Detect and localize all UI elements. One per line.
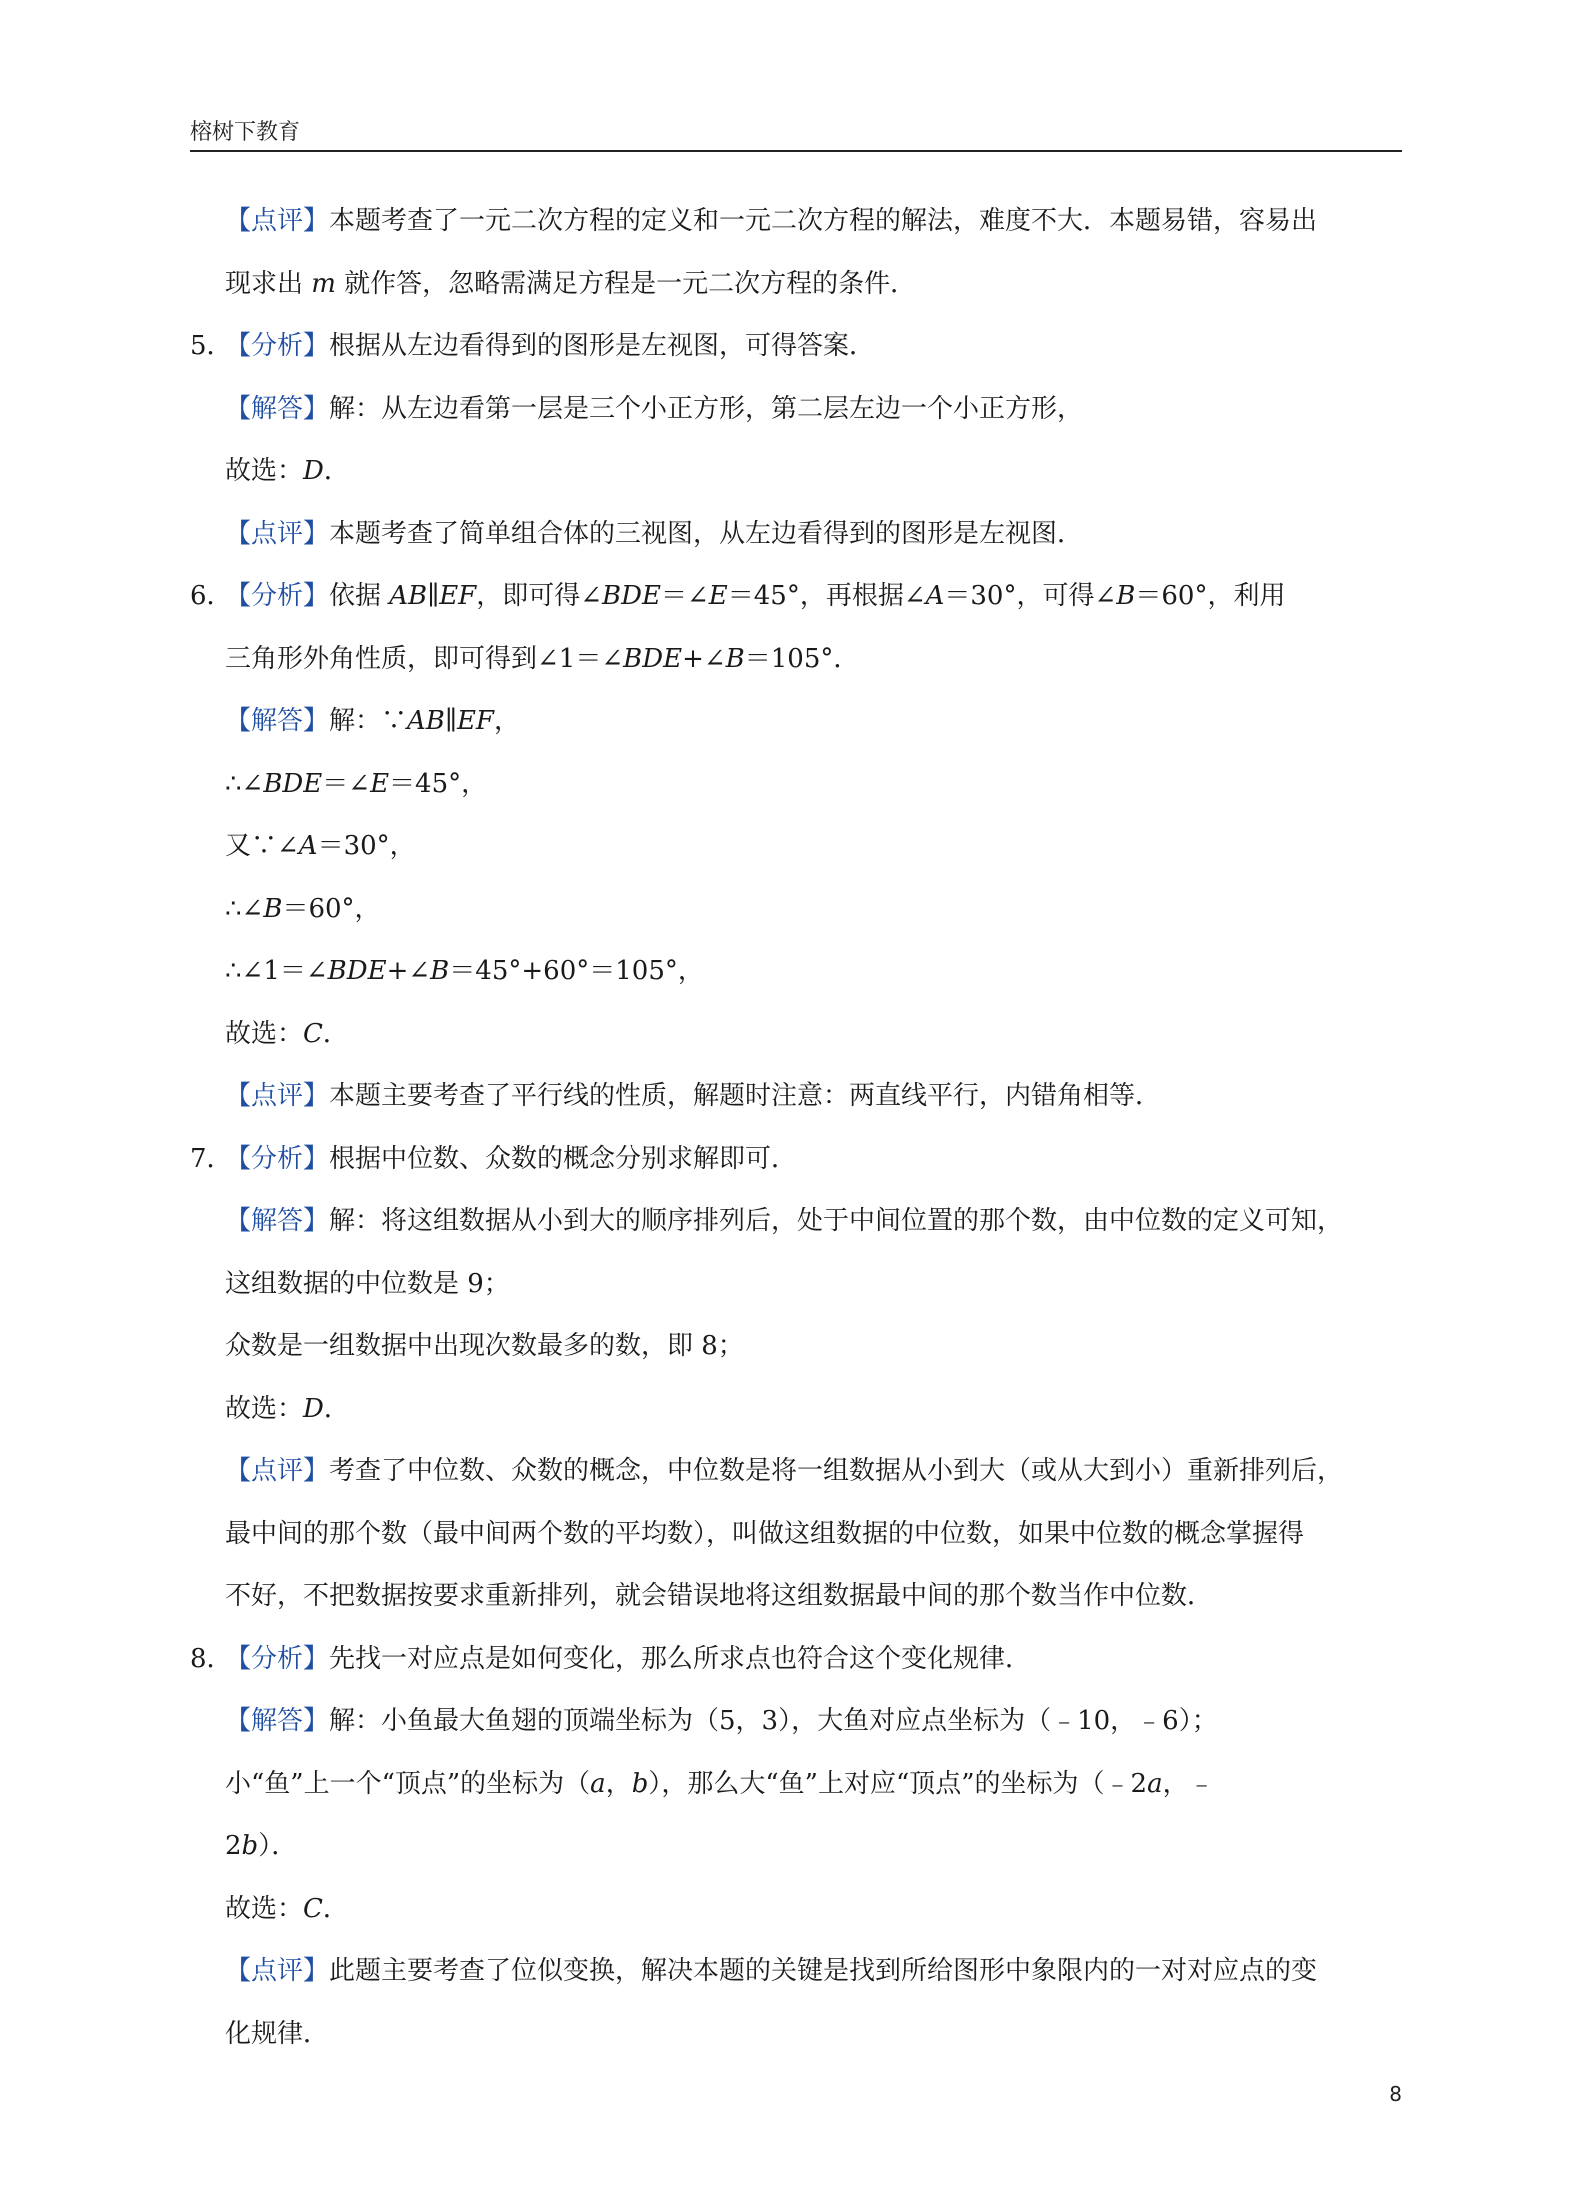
text-span: 根据中位数、众数的概念分别求解即可． xyxy=(329,1143,798,1174)
q7-answer-line-3 xyxy=(190,1315,1402,1378)
analysis-tag: 【分析】 xyxy=(225,331,330,361)
text-span: ＝∠ xyxy=(660,581,709,611)
text-span: ＝60°，利用 xyxy=(1135,581,1286,611)
text-span: D xyxy=(303,456,324,486)
text-span: EF xyxy=(456,706,494,736)
text-span: BDE xyxy=(602,581,661,611)
text-span: B xyxy=(263,893,283,924)
text-span: ，即可得∠ xyxy=(476,581,603,611)
q5-choice xyxy=(190,440,1402,503)
text-span: ＝30°，可得∠ xyxy=(944,581,1117,611)
text-span: 本题考查了一元二次方程的定义和一元二次方程的解法，难度不大．本题易错，容易出 xyxy=(329,206,1318,236)
text-span: 解：将这组数据从小到大的顺序排列后，处于中间位置的那个数，由中位数的定义可知， xyxy=(329,1206,1344,1236)
text-span: 最中间的那个数（最中间两个数的平均数），叫做这组数据的中位数，如果中位数的概念掌握得 xyxy=(225,1518,1305,1549)
q8-comment-line-1 xyxy=(190,1940,1402,2003)
text-span: 本题考查了简单组合体的三视图，从左边看得到的图形是左视图． xyxy=(329,518,1084,549)
text-span: 三角形外角性质，即可得到∠1＝∠ xyxy=(225,643,624,674)
text-span: 本题主要考查了平行线的性质，解题时注意：两直线平行，内错角相等． xyxy=(329,1081,1162,1111)
q5-analysis xyxy=(190,315,1402,378)
q8-answer-line-3 xyxy=(190,1815,1402,1878)
text-span: BDE xyxy=(327,956,387,986)
text-span: B xyxy=(430,956,450,986)
question-number: 5． xyxy=(190,331,233,361)
text-span: 又∵∠ xyxy=(225,831,299,861)
q7-answer-line-1 xyxy=(190,1190,1402,1253)
text-span: 小“鱼”上一个“顶点”的坐标为（ xyxy=(225,1768,591,1799)
text-span: 这组数据的中位数是 9； xyxy=(225,1268,510,1299)
text-span: 就作答，忽略需满足方程是一元二次方程的条件． xyxy=(335,268,917,299)
text-span: m xyxy=(311,268,336,299)
question-number: 6． xyxy=(190,581,233,611)
question-number: 8． xyxy=(190,1643,233,1674)
text-span: ∴∠ xyxy=(225,893,264,924)
q8-analysis xyxy=(190,1628,1402,1691)
text-span: C xyxy=(303,1018,323,1049)
q6-answer-step-2 xyxy=(190,753,1402,816)
q5-comment xyxy=(190,503,1402,566)
text-span: 2 xyxy=(225,1831,242,1861)
q6-answer-step-1 xyxy=(190,690,1402,753)
text-span: 考查了中位数、众数的概念，中位数是将一组数据从小到大（或从大到小）重新排列后， xyxy=(329,1456,1344,1486)
q7-choice xyxy=(190,1378,1402,1441)
analysis-tag: 【分析】 xyxy=(225,1143,330,1174)
q8-answer-line-2 xyxy=(190,1753,1402,1816)
text-span: D xyxy=(303,1393,324,1424)
text-span: a xyxy=(1147,1768,1163,1799)
q8-comment-line-2 xyxy=(190,2003,1402,2066)
q7-analysis xyxy=(190,1128,1402,1191)
comment-tag: 【点评】 xyxy=(225,1456,330,1486)
q4-comment-line-2 xyxy=(190,253,1402,316)
text-span: a xyxy=(590,1768,606,1799)
text-span: ＝105°． xyxy=(744,643,860,674)
text-span: E xyxy=(370,768,390,799)
q8-choice xyxy=(190,1878,1402,1941)
text-span: 众数是一组数据中出现次数最多的数，即 8； xyxy=(225,1331,744,1361)
text-span: ，﹣ xyxy=(1162,1768,1215,1799)
q7-answer-line-2 xyxy=(190,1253,1402,1316)
q6-analysis-line-1 xyxy=(190,565,1402,628)
text-span: 解：从左边看第一层是三个小正方形，第二层左边一个小正方形， xyxy=(329,393,1084,424)
text-span: C xyxy=(303,1893,323,1924)
q6-answer-step-4 xyxy=(190,878,1402,941)
text-span: +∠ xyxy=(682,643,726,674)
page-number: 8 xyxy=(1389,2082,1402,2106)
q6-answer-step-5 xyxy=(190,940,1402,1003)
text-span: 根据从左边看得到的图形是左视图，可得答案． xyxy=(329,331,876,361)
comment-tag: 【点评】 xyxy=(225,1956,330,1986)
text-span: ＝45°， xyxy=(389,768,488,799)
text-span: ． xyxy=(323,1393,350,1424)
q8-answer-line-1 xyxy=(190,1690,1402,1753)
q4-comment-line-1 xyxy=(190,190,1402,253)
text-span: ∴∠ xyxy=(225,768,264,799)
text-span: ＝60°， xyxy=(282,893,381,924)
text-span: ． xyxy=(323,456,350,486)
answer-tag: 【解答】 xyxy=(225,1706,330,1736)
text-span: A xyxy=(925,581,945,611)
q7-comment-line-2 xyxy=(190,1503,1402,1566)
text-span: ． xyxy=(322,1018,349,1049)
comment-tag: 【点评】 xyxy=(225,518,330,549)
q6-analysis-line-2 xyxy=(190,628,1402,691)
q6-comment xyxy=(190,1065,1402,1128)
text-span: ）． xyxy=(258,1831,298,1861)
header-title: 榕树下教育 xyxy=(190,120,301,145)
comment-tag: 【点评】 xyxy=(225,206,330,236)
q5-answer xyxy=(190,378,1402,441)
text-span: +∠ xyxy=(386,956,431,986)
text-span: 故选： xyxy=(225,1393,304,1424)
text-span: ∥ xyxy=(427,581,440,611)
comment-tag: 【点评】 xyxy=(225,1081,330,1111)
text-span: B xyxy=(725,643,745,674)
q6-choice xyxy=(190,1003,1402,1066)
text-span: B xyxy=(1116,581,1136,611)
text-span: 解：∵ xyxy=(329,706,408,736)
text-span: 依据 xyxy=(329,581,390,611)
text-span: ＝45°，再根据∠ xyxy=(727,581,926,611)
text-span: 故选： xyxy=(225,1893,304,1924)
text-span: AB xyxy=(389,581,428,611)
analysis-tag: 【分析】 xyxy=(225,1643,330,1674)
text-span: 不好，不把数据按要求重新排列，就会错误地将这组数据最中间的那个数当作中位数． xyxy=(225,1581,1214,1611)
text-span: 故选： xyxy=(225,1018,304,1049)
text-span: A xyxy=(298,831,318,861)
text-span: ， xyxy=(605,1768,632,1799)
text-span: 现求出 xyxy=(225,268,312,299)
text-span: ），那么大“鱼”上对应“顶点”的坐标为（﹣2 xyxy=(648,1768,1148,1799)
text-span: b xyxy=(631,1768,649,1799)
text-span: ∴∠1＝∠ xyxy=(225,956,328,986)
text-span: AB xyxy=(407,706,445,736)
text-span: ， xyxy=(493,706,520,736)
text-span: E xyxy=(708,581,728,611)
text-span: 解：小鱼最大鱼翅的顶端坐标为（5，3），大鱼对应点坐标为（﹣10，﹣6）； xyxy=(329,1706,1218,1736)
text-span: 此题主要考查了位似变换，解决本题的关键是找到所给图形中象限内的一对对应点的变 xyxy=(329,1956,1318,1986)
text-span: ＝30°， xyxy=(317,831,416,861)
analysis-tag: 【分析】 xyxy=(225,581,330,611)
text-span: 故选： xyxy=(225,456,304,486)
text-span: 先找一对应点是如何变化，那么所求点也符合这个变化规律． xyxy=(329,1643,1032,1674)
q7-comment-line-1 xyxy=(190,1440,1402,1503)
document-body xyxy=(190,190,1402,2065)
text-span: EF xyxy=(439,581,477,611)
question-number: 7． xyxy=(190,1143,233,1174)
text-span: 化规律． xyxy=(225,2018,330,2049)
text-span: ． xyxy=(322,1893,349,1924)
text-span: b xyxy=(241,1831,259,1861)
page-header xyxy=(190,108,1402,152)
q6-answer-step-3 xyxy=(190,815,1402,878)
text-span: ＝∠ xyxy=(322,768,371,799)
answer-tag: 【解答】 xyxy=(225,706,330,736)
q7-comment-line-3 xyxy=(190,1565,1402,1628)
text-span: ∥ xyxy=(444,706,457,736)
text-span: BDE xyxy=(623,643,683,674)
answer-tag: 【解答】 xyxy=(225,1206,330,1236)
text-span: ＝45°+60°＝105°， xyxy=(449,956,704,986)
text-span: BDE xyxy=(263,768,323,799)
answer-tag: 【解答】 xyxy=(225,393,330,424)
